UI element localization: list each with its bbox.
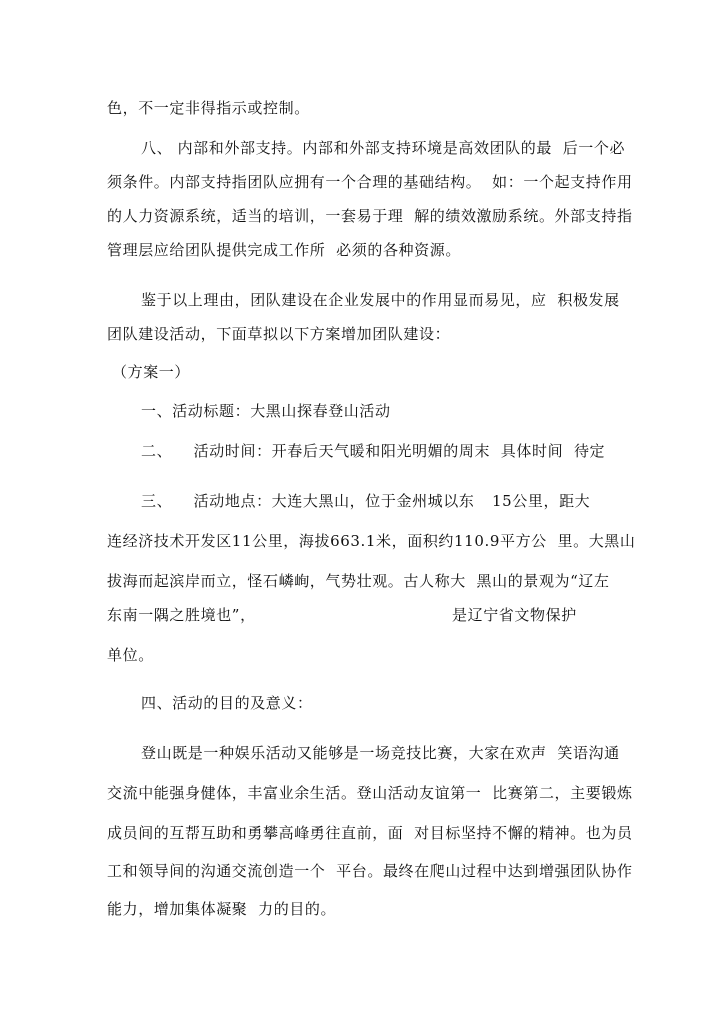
paragraph-fragment: 15公里，距大 [492,492,591,510]
paragraph-line: 成员间的互帮互助和勇攀高峰勇往直前，面 对目标坚持不懈的精神。也为员 [107,824,633,842]
paragraph-line: 登山既是一种娱乐活动又能够是一场竞技比赛，大家在欢声 笑语沟通 [141,744,620,762]
paragraph-line: 连经济技术开发区11公里，海拔663.1米，面积约110.9平方公 里。大黑山 [107,532,636,550]
paragraph-line: 鉴于以上理由，团队建设在企业发展中的作用显而易见，应 积极发展 [141,291,620,309]
paragraph-line: 工和领导间的沟通交流创造一个 平台。最终在爬山过程中达到增强团队协作 [107,862,633,880]
paragraph-line: 拔海而起滨岸而立，怪石嶙峋，气势壮观。古人称大 黑山的景观为“辽左 [107,572,610,590]
paragraph-line: 能力，增加集体凝聚 力的目的。 [107,900,337,918]
list-item: 三、 活动地点：大连大黑山，位于金州城以东 [141,492,475,510]
list-item: 一、活动标题：大黑山探春登山活动 [141,402,391,420]
section-8-heading-line: 八、 内部和外部支持。内部和外部支持环境是高效团队的最 后一个必 [141,139,626,157]
list-item: 四、活动的目的及意义： [141,694,313,712]
paragraph-line: 须条件。内部支持指团队应拥有一个合理的基础结构。 如：一个起支持作用 [107,173,633,191]
paragraph-line: 的人力资源系统，适当的培训，一套易于理 解的绩效激励系统。外部支持指 [107,207,633,225]
paragraph-line: 团队建设活动，下面草拟以下方案增加团队建设： [107,325,451,343]
paragraph-line: 东南一隅之胜境也”， [107,606,256,624]
list-item: 二、 活动时间：开春后天气暖和阳光明媚的周末 具体时间 待定 [141,442,606,460]
plan-label: （方案一） [112,363,191,381]
paragraph-line: 管理层应给团队提供完成工作所 必须的各种资源。 [107,241,461,259]
paragraph-line: 色，不一定非得指示或控制。 [107,99,310,117]
paragraph-fragment: 是辽宁省文物保护 [452,606,577,624]
paragraph-line: 交流中能强身健体，丰富业余生活。登山活动友谊第一 比赛第二，主要锻炼 [107,784,633,802]
paragraph-line: 单位。 [107,646,154,664]
